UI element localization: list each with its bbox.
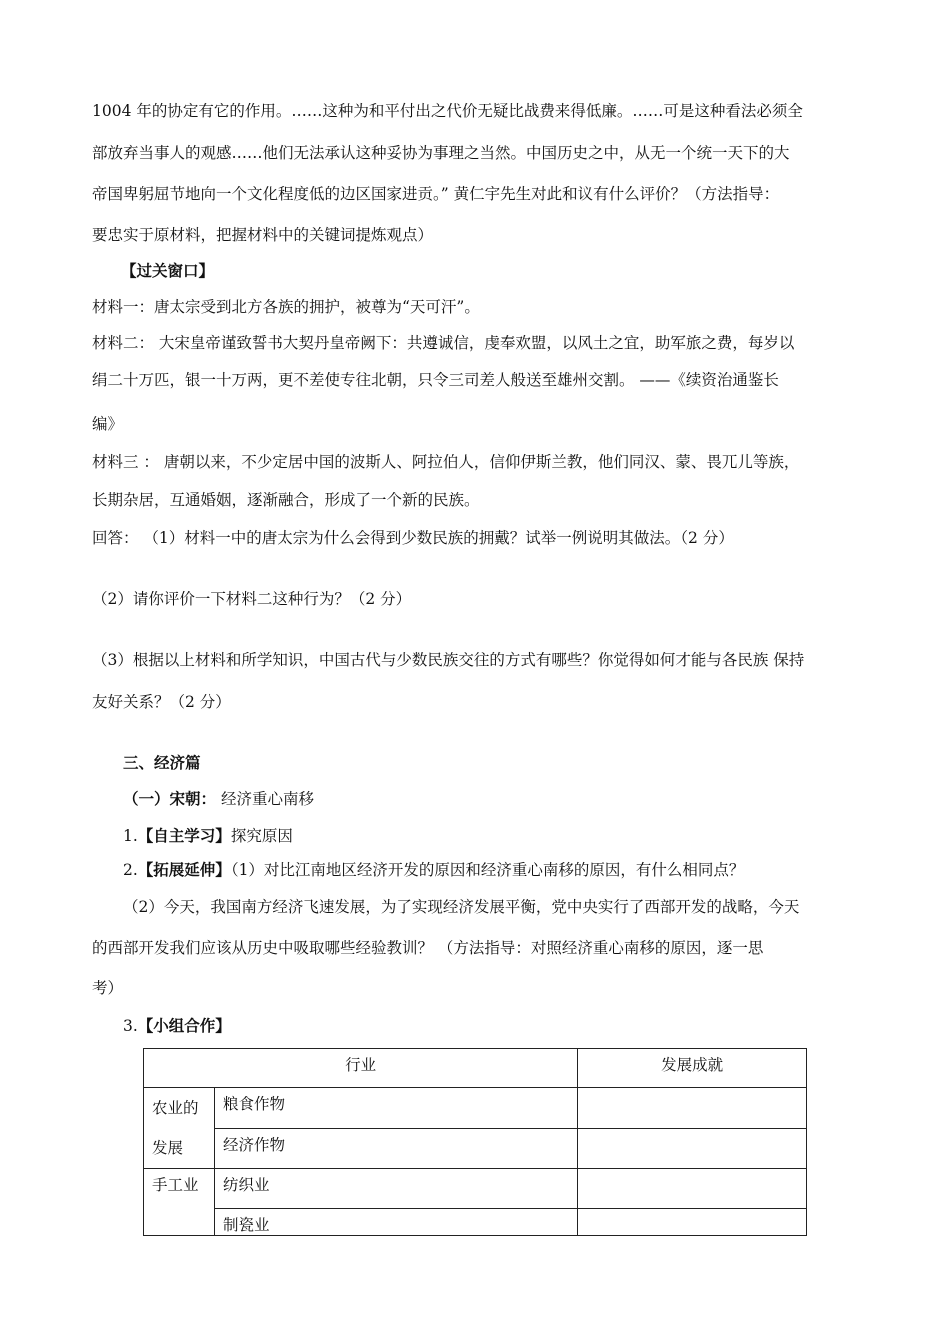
category-handicraft: 手工业 [144, 1169, 215, 1236]
subheading-song-text: 经济重心南移 [216, 790, 314, 808]
row-label-cash: 经济作物 [215, 1128, 578, 1169]
item-2-number: 2. [123, 861, 138, 879]
item-2b-line-3: 考） [92, 979, 124, 997]
header-industry: 行业 [144, 1049, 578, 1088]
cell-textile-achievement[interactable] [578, 1169, 807, 1209]
cell-cash-achievement[interactable] [578, 1128, 807, 1169]
cell-grain-achievement[interactable] [578, 1088, 807, 1129]
subheading-song-label: （一）宋朝： [123, 790, 217, 808]
material-3-line-2: 长期杂居，互通婚姻，逐渐融合，形成了一个新的民族。 [92, 491, 480, 509]
material-2-line-3: 编》 [92, 415, 124, 433]
item-3-label: 【小组合作】 [137, 1017, 231, 1035]
item-1 [123, 826, 293, 846]
question-2: （2）请你评价一下材料二这种行为？（2 分） [92, 590, 412, 608]
item-3 [123, 1016, 231, 1036]
item-2b-line-2: 的西部开发我们应该从历史中吸取哪些经验教训？ （方法指导：对照经济重心南移的原因，逐一思 [92, 939, 764, 957]
intro-line-3: 帝国卑躬屈节地向一个文化程度低的边区国家进贡。” 黄仁宇先生对此和议有什么评价？（方法指导： [92, 185, 780, 203]
category-agriculture-line-2: 发展 [152, 1139, 184, 1157]
item-1-number: 1. [123, 827, 138, 845]
table-row [144, 1169, 807, 1209]
category-agriculture-line-1: 农业的 [152, 1099, 199, 1117]
material-3-line-1: 材料三 ： 唐朝以来，不少定居中国的波斯人、阿拉伯人，信仰伊斯兰教，他们同汉、蒙、畏兀儿等族， [92, 453, 800, 471]
question-3-line-2: 友好关系？（2 分） [92, 693, 231, 711]
section-heading-economy: 三、经济篇 [123, 754, 201, 772]
item-3-number: 3. [123, 1017, 138, 1035]
material-2-line-2: 绢二十万匹，银一十万两，更不差使专往北朝，只令三司差人般送至雄州交割。 ——《续资治通鉴长 [92, 371, 779, 389]
section-heading-window: 【过关窗口】 [121, 262, 215, 280]
header-achievement: 发展成就 [578, 1049, 807, 1088]
material-2-line-1: 材料二： 大宋皇帝谨致誓书大契丹皇帝阙下：共遵诚信，虔奉欢盟，以风土之宜，助军旅之费，每岁以 [92, 334, 795, 352]
table-header-row [144, 1049, 807, 1088]
row-label-grain: 粮食作物 [215, 1088, 578, 1129]
subheading-song [123, 789, 314, 809]
item-1-text: 探究原因 [230, 827, 293, 845]
item-2-label: 【拓展延伸】 [137, 861, 231, 879]
intro-line-2: 部放弃当事人的观感……他们无法承认这种妥协为事理之当然。中国历史之中，从无一个统一天下的大 [92, 144, 790, 162]
intro-line-1: 1004 年的协定有它的作用。……这种为和平付出之代价无疑比战费来得低廉。……可是这种看法必须全 [92, 102, 803, 120]
intro-line-4: 要忠实于原材料，把握材料中的关键词提炼观点） [92, 226, 434, 244]
table-row [144, 1209, 807, 1236]
cell-porcelain-achievement[interactable] [578, 1209, 807, 1236]
item-2 [123, 860, 744, 880]
achievement-table [143, 1048, 807, 1236]
row-label-porcelain: 制瓷业 [215, 1209, 578, 1236]
item-2-text: （1）对比江南地区经济开发的原因和经济重心南移的原因，有什么相同点？ [230, 861, 745, 879]
question-1: 回答： （1）材料一中的唐太宗为什么会得到少数民族的拥戴？试举一例说明其做法。（2 分） [92, 529, 734, 547]
item-1-label: 【自主学习】 [137, 827, 231, 845]
category-agriculture [144, 1088, 215, 1169]
question-3-line-1: （3）根据以上材料和所学知识，中国古代与少数民族交往的方式有哪些？你觉得如何才能与各民族 保持 [92, 651, 805, 669]
row-label-textile: 纺织业 [215, 1169, 578, 1209]
item-2b-line-1: （2）今天，我国南方经济飞速发展，为了实现经济发展平衡，党中央实行了西部开发的战略，今天 [123, 898, 800, 916]
table-row [144, 1128, 807, 1169]
material-1: 材料一：唐太宗受到北方各族的拥护，被尊为“天可汗”。 [92, 298, 480, 316]
table-row [144, 1088, 807, 1129]
